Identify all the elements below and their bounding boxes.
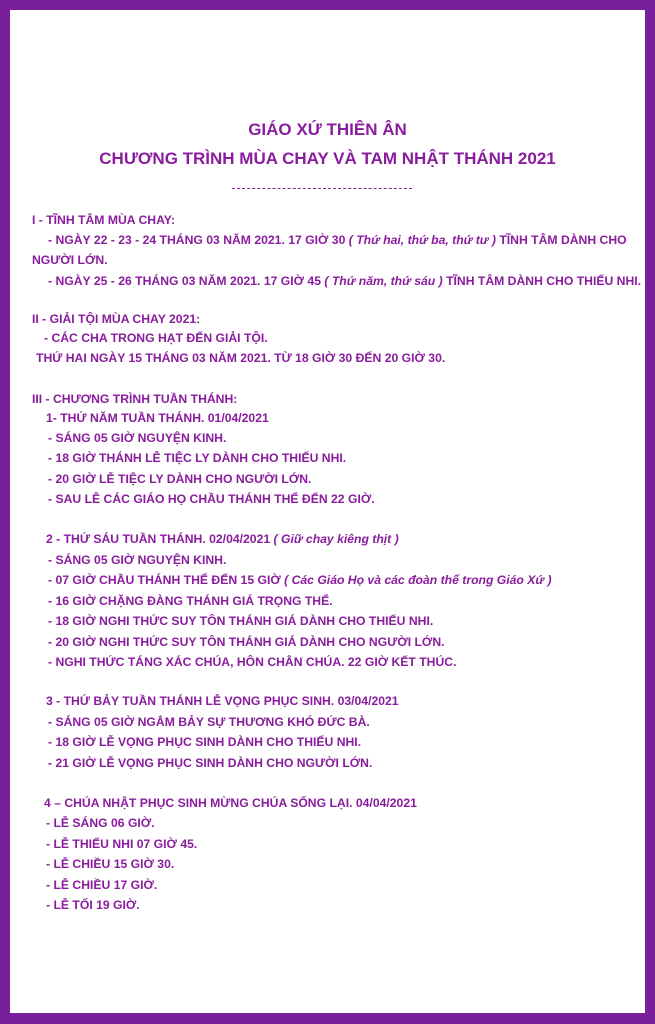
section1-item1 [48, 233, 627, 248]
day2-item [48, 573, 552, 588]
day1-item: - SÁNG 05 GIỜ NGUYỆN KINH. [48, 431, 227, 445]
day4-item: - LỄ CHIỀU 17 GIỜ. [46, 878, 158, 892]
day2-item: - NGHI THỨC TÁNG XÁC CHÚA, HÔN CHÂN CHÚA. 22 GIỜ KẾT THÚC. [48, 655, 457, 669]
section1-item2 [48, 274, 641, 289]
day2-title-text: 2 - THỨ SÁU TUẦN THÁNH. 02/04/2021 [46, 532, 271, 546]
day1-item: - SAU LỄ CÁC GIÁO HỌ CHẦU THÁNH THỂ ĐẾN 22 GIỜ. [48, 492, 375, 506]
day4-item: - LỄ CHIỀU 15 GIỜ 30. [46, 857, 175, 871]
day1-title: 1- THỨ NĂM TUẦN THÁNH. 01/04/2021 [46, 411, 269, 425]
day3-title: 3 - THỨ BẢY TUẦN THÁNH LỄ VỌNG PHỤC SINH. 03/04/2021 [46, 694, 399, 708]
day2-item: - 16 GIỜ CHẶNG ĐÀNG THÁNH GIÁ TRỌNG THỂ. [48, 594, 333, 608]
parish-title: GIÁO XỨ THIÊN ÂN [248, 120, 407, 139]
section1-item2-prefix: - NGÀY 25 - 26 THÁNG 03 NĂM 2021. 17 GIỜ 45 [48, 274, 321, 288]
title-divider [232, 188, 412, 189]
day1-item: - 20 GIỜ LỄ TIỆC LY DÀNH CHO NGƯỜI LỚN. [48, 472, 312, 486]
section1-item1-prefix: - NGÀY 22 - 23 - 24 THÁNG 03 NĂM 2021. 17 GIỜ 30 [48, 233, 346, 247]
day4-item: - LỄ THIẾU NHI 07 GIỜ 45. [46, 837, 198, 851]
day2-item2-note: ( Các Giáo Họ và các đoàn thể trong Giáo Xứ ) [284, 573, 552, 587]
day3-item: - SÁNG 05 GIỜ NGẮM BẢY SỰ THƯƠNG KHÓ ĐỨC BÀ. [48, 715, 370, 729]
section1-item2-suffix: TĨNH TÂM DÀNH CHO THIẾU NHI. [446, 274, 642, 288]
day2-item: - 20 GIỜ NGHI THỨC SUY TÔN THÁNH GIÁ DÀNH CHO NGƯỜI LỚN. [48, 635, 445, 649]
day1-item: - 18 GIỜ THÁNH LỄ TIỆC LY DÀNH CHO THIẾU NHI. [48, 451, 347, 465]
day4-item: - LỄ SÁNG 06 GIỜ. [46, 816, 155, 830]
section1-item1-suffix: TĨNH TÂM DÀNH CHO [499, 233, 627, 247]
day2-item: - 18 GIỜ NGHI THỨC SUY TÔN THÁNH GIÁ DÀNH CHO THIẾU NHI. [48, 614, 434, 628]
section1-item1-days: ( Thứ hai, thứ ba, thứ tư ) [348, 233, 496, 247]
day3-item: - 21 GIỜ LỄ VỌNG PHỤC SINH DÀNH CHO NGƯỜI LỚN. [48, 756, 373, 770]
section3-heading: III - CHƯƠNG TRÌNH TUẦN THÁNH: [32, 392, 238, 406]
section2-item2: THỨ HAI NGÀY 15 THÁNG 03 NĂM 2021. TỪ 18 GIỜ 30 ĐẾN 20 GIỜ 30. [36, 351, 446, 365]
day2-title-note: ( Giữ chay kiêng thịt ) [273, 532, 399, 546]
section2-heading: II - GIẢI TỘI MÙA CHAY 2021: [32, 312, 201, 326]
section2-item1: - CÁC CHA TRONG HẠT ĐẾN GIẢI TỘI. [44, 331, 268, 345]
day2-title [46, 532, 399, 547]
section1-heading: I - TĨNH TÂM MÙA CHAY: [32, 213, 176, 227]
section1-item2-days: ( Thứ năm, thứ sáu ) [324, 274, 443, 288]
day2-item: - SÁNG 05 GIỜ NGUYỆN KINH. [48, 553, 227, 567]
section1-item1-cont: NGƯỜI LỚN. [32, 253, 108, 267]
program-title: CHƯƠNG TRÌNH MÙA CHAY VÀ TAM NHẬT THÁNH 2021 [99, 149, 556, 168]
day4-title: 4 – CHÚA NHẬT PHỤC SINH MỪNG CHÚA SỐNG LẠI. 04/04/2021 [44, 796, 417, 810]
day2-item2-text: - 07 GIỜ CHẦU THÁNH THỂ ĐẾN 15 GIỜ [48, 573, 281, 587]
day3-item: - 18 GIỜ LỄ VỌNG PHỤC SINH DÀNH CHO THIẾU NHI. [48, 735, 362, 749]
document-page [10, 10, 645, 1013]
day4-item: - LỄ TỐI 19 GIỜ. [46, 898, 140, 912]
